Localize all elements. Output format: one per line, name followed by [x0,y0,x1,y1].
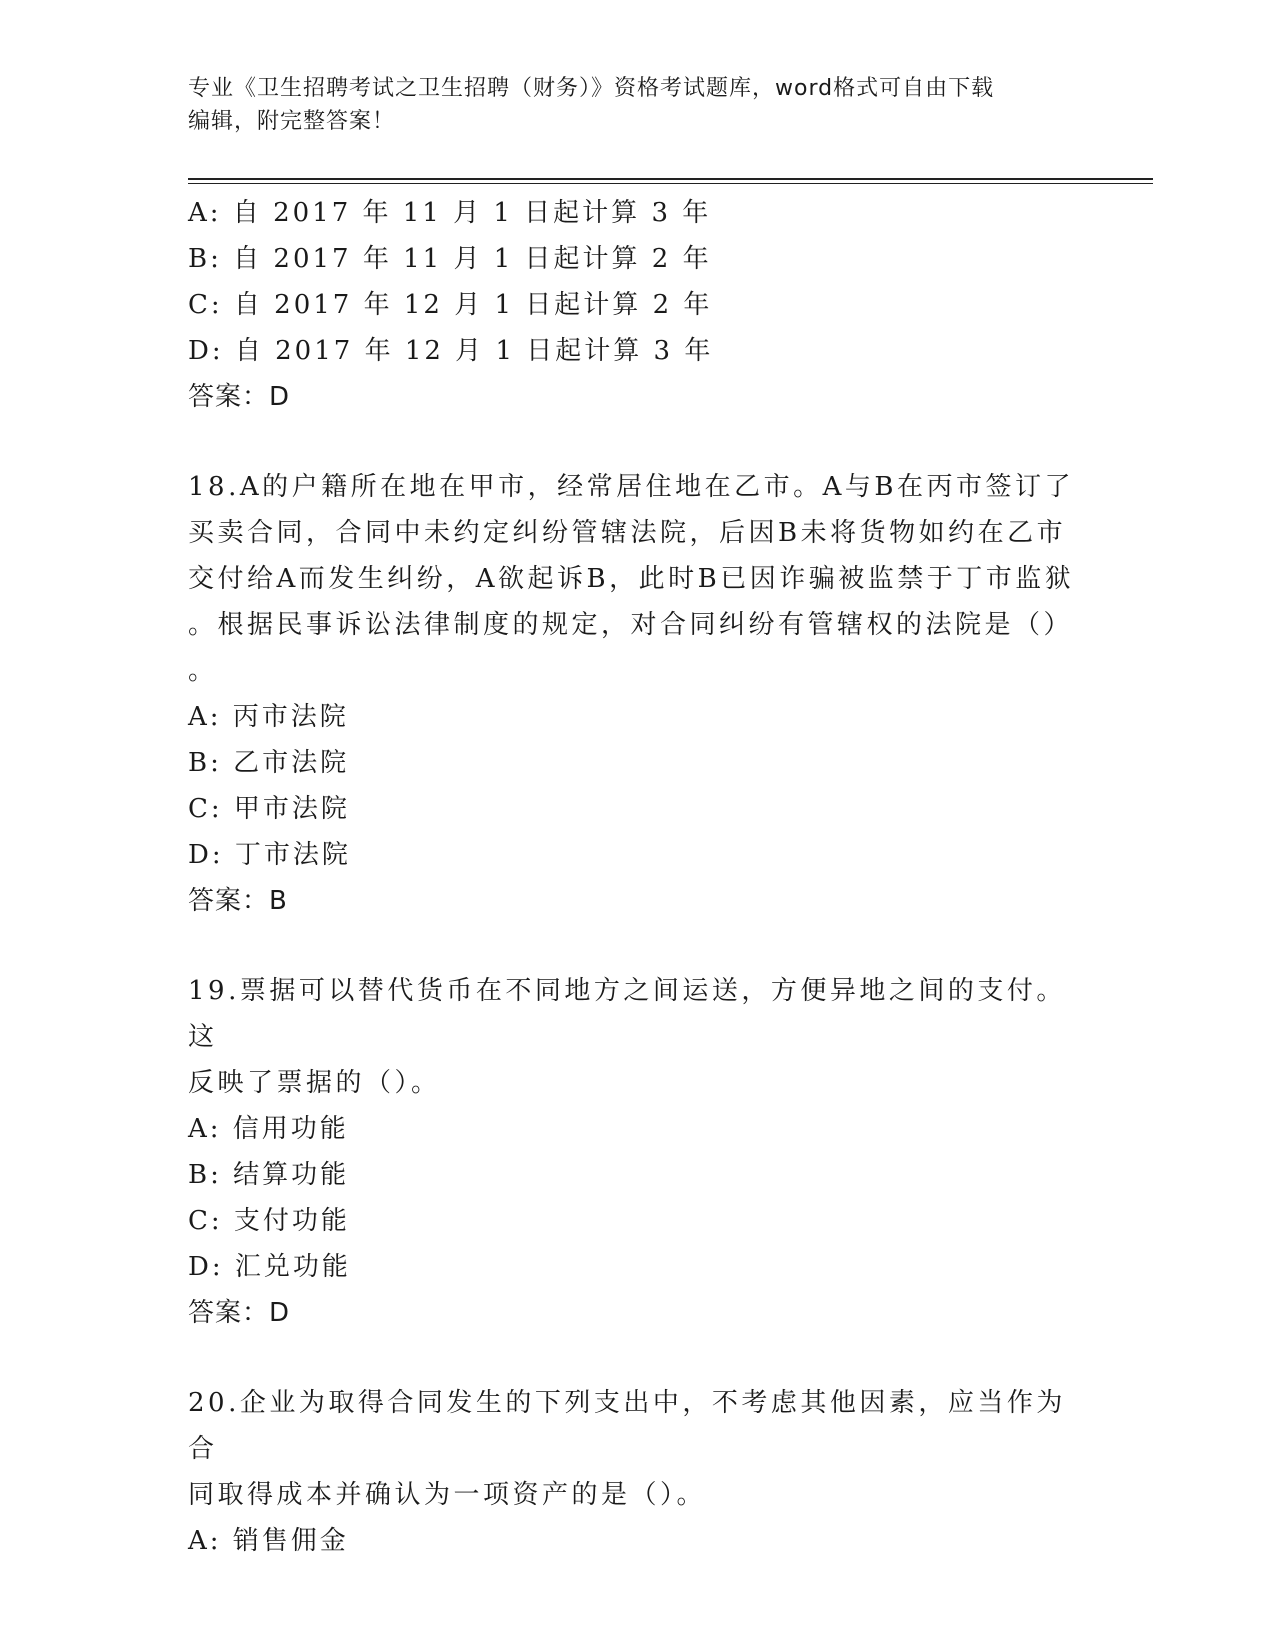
option-a: A: 信用功能 [188,1114,349,1144]
option-a: A: 自 2017 年 11 月 1 日起计算 3 年 [188,198,712,228]
document-header [188,72,1088,138]
option-b: B: 自 2017 年 11 月 1 日起计算 2 年 [188,244,712,274]
option-d: D: 丁市法院 [188,840,351,870]
question-text [188,968,1088,1106]
answer: 答案：D [188,1298,291,1328]
question-18 [188,464,1088,924]
option-c: C: 自 2017 年 12 月 1 日起计算 2 年 [188,290,713,320]
question-text-line: 20.企业为取得合同发生的下列支出中，不考虑其他因素，应当作为合 [188,1388,1066,1464]
question-text-line: 买卖合同，合同中未约定纠纷管辖法院，后因B未将货物如约在乙市 [188,518,1067,548]
question-text [188,1380,1088,1518]
question-text-line: 18.A的户籍所在地在甲市，经常居住地在乙市。A与B在丙市签订了 [188,472,1075,502]
question-text-line: 交付给A而发生纠纷，A欲起诉B，此时B已因诈骗被监禁于丁市监狱 [188,564,1075,594]
option-c: C: 支付功能 [188,1206,350,1236]
question-text-line: 。 [188,656,218,686]
question-text-line: 同取得成本并确认为一项资产的是（）。 [188,1480,707,1510]
question-text [188,464,1088,694]
option-b: B: 乙市法院 [188,748,350,778]
answer: 答案：B [188,886,288,916]
question-text-line: 。根据民事诉讼法律制度的规定，对合同纠纷有管辖权的法院是（） [188,610,1074,640]
option-c: C: 甲市法院 [188,794,350,824]
header-divider [188,178,1153,180]
question-19 [188,968,1088,1336]
question-17 [188,190,1088,420]
header-divider-thin [188,183,1153,184]
option-a: A: 丙市法院 [188,702,349,732]
option-d: D: 自 2017 年 12 月 1 日起计算 3 年 [188,336,714,366]
question-list [188,190,1088,1564]
option-b: B: 结算功能 [188,1160,350,1190]
question-text-line: 19.票据可以替代货币在不同地方之间运送，方便异地之间的支付。这 [188,976,1066,1052]
question-text-line: 反映了票据的（）。 [188,1068,441,1098]
header-line-1: 专业《卫生招聘考试之卫生招聘（财务）》资格考试题库，word格式可自由下载 [188,76,995,101]
option-d: D: 汇兑功能 [188,1252,351,1282]
answer: 答案：D [188,382,291,412]
header-line-2: 编辑，附完整答案！ [188,109,396,134]
question-20 [188,1380,1088,1564]
option-a: A: 销售佣金 [188,1526,349,1556]
